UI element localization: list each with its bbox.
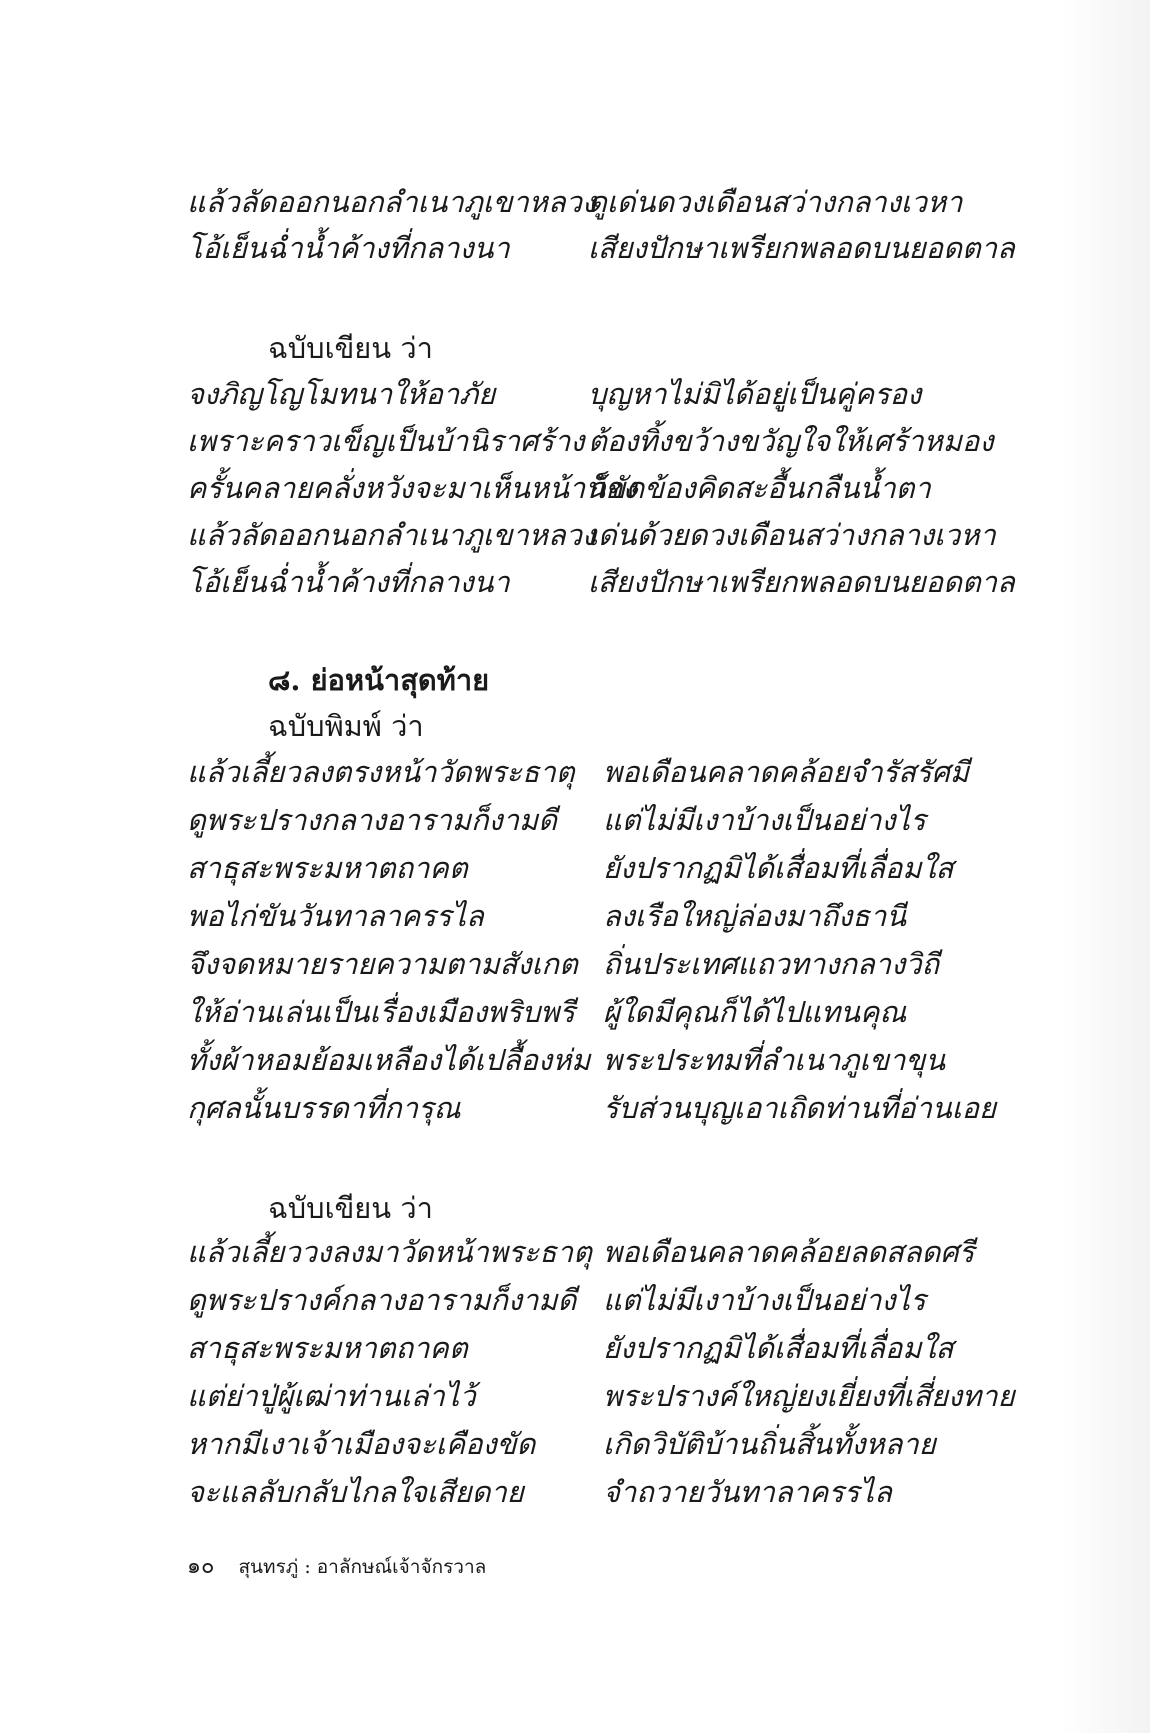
verse-left: แล้วลัดออกนอกลำเนาภูเขาหลวง <box>187 518 597 552</box>
verse-line <box>0 1322 1150 1374</box>
verse-line <box>0 1034 1150 1086</box>
verse-line <box>0 986 1150 1038</box>
running-title: สุนทรภู่ : อาลักษณ์เจ้าจักรวาล <box>238 1556 487 1578</box>
verse-right: บุญหาไม่มิได้อยู่เป็นคู่ครอง <box>588 377 922 411</box>
verse-left: ครั้นคลายคลั่งหวังจะมาเห็นหน้าน้อง <box>187 471 637 505</box>
verse-line <box>0 462 1150 514</box>
verse-left: ดูพระปรางค์กลางอารามก็งามดี <box>187 1283 577 1317</box>
verse-right: ถิ่นประเทศแถวทางกลางวิถี <box>603 947 940 981</box>
verse-line <box>0 1418 1150 1470</box>
verse-right: แต่ไม่มีเงาบ้างเป็นอย่างไร <box>603 803 926 837</box>
verse-line <box>0 842 1150 894</box>
version-heading: ฉบับพิมพ์ ว่า <box>268 709 424 743</box>
verse-left: จึงจดหมายรายความตามสังเกต <box>187 947 578 981</box>
verse-right: ยังปรากฏมิได้เสื่อมที่เลื่อมใส <box>603 1331 954 1365</box>
verse-left: จงภิญโญโมทนาให้อาภัย <box>187 377 496 411</box>
verse-line <box>0 794 1150 846</box>
verse-left: แล้วลัดออกนอกลำเนาภูเขาหลวง <box>187 185 597 219</box>
verse-left: ทั้งผ้าหอมย้อมเหลืองได้เปลื้องห่ม <box>187 1043 591 1077</box>
verse-right: พอเดือนคลาดคล้อยจำรัสรัศมี <box>603 755 970 789</box>
verse-line <box>0 556 1150 608</box>
verse-line <box>0 938 1150 990</box>
version-heading: ฉบับเขียน ว่า <box>268 331 433 365</box>
page-edge-shadow <box>1060 0 1150 1733</box>
verse-line <box>0 1370 1150 1422</box>
verse-left: เพราะคราวเข็ญเป็นบ้านิราศร้าง <box>187 424 585 458</box>
version-heading: ฉบับเขียน ว่า <box>268 1191 433 1225</box>
verse-right: ต้องทิ้งขว้างขวัญใจให้เศร้าหมอง <box>588 424 994 458</box>
verse-right: เด่นด้วยดวงเดือนสว่างกลางเวหา <box>588 518 996 552</box>
verse-line <box>0 746 1150 798</box>
verse-right: เสียงปักษาเพรียกพลอดบนยอดตาล <box>588 565 1015 599</box>
verse-right: ลงเรือใหญ่ล่องมาถึงธานี <box>603 899 907 933</box>
verse-right: จำถวายวันทาลาครรไล <box>603 1475 892 1509</box>
verse-right: รับส่วนบุญเอาเถิดท่านที่อ่านเอย <box>603 1091 997 1125</box>
verse-line <box>0 1466 1150 1518</box>
section-title: ๘. ย่อหน้าสุดท้าย <box>268 663 490 697</box>
verse-right: เสียงปักษาเพรียกพลอดบนยอดตาล <box>588 231 1015 265</box>
verse-line <box>0 222 1150 274</box>
verse-line <box>0 176 1150 228</box>
verse-line <box>0 890 1150 942</box>
verse-left: ดูพระปรางกลางอารามก็งามดี <box>187 803 557 837</box>
page-number: ๑๐ <box>187 1554 215 1579</box>
verse-right: พระปรางค์ใหญ่ยงเยี่ยงที่เสี่ยงทาย <box>603 1379 1015 1413</box>
verse-line <box>0 1226 1150 1278</box>
verse-left: หากมีเงาเจ้าเมืองจะเคืองขัด <box>187 1427 536 1461</box>
verse-left: สาธุสะพระมหาตถาคต <box>187 851 468 885</box>
verse-left: แต่ย่าปู่ผู้เฒ่าท่านเล่าไว้ <box>187 1379 476 1413</box>
verse-right: พระประทมที่ลำเนาภูเขาขุน <box>603 1043 946 1077</box>
verse-right: พอเดือนคลาดคล้อยลดสลดศรี <box>603 1235 975 1269</box>
verse-line <box>0 368 1150 420</box>
verse-right: ผู้ใดมีคุณก็ได้ไปแทนคุณ <box>603 995 907 1029</box>
verse-line <box>0 415 1150 467</box>
verse-line <box>0 509 1150 561</box>
verse-left: จะแลลับกลับไกลใจเสียดาย <box>187 1475 524 1509</box>
verse-left: โอ้เย็นฉ่ำน้ำค้างที่กลางนา <box>187 565 510 599</box>
verse-line <box>0 1082 1150 1134</box>
verse-left: พอไก่ขันวันทาลาครรไล <box>187 899 484 933</box>
verse-right: ดูเด่นดวงเดือนสว่างกลางเวหา <box>588 185 963 219</box>
verse-right: เกิดวิบัติบ้านถิ่นสิ้นทั้งหลาย <box>603 1427 936 1461</box>
verse-left: แล้วเลี้ยวลงตรงหน้าวัดพระธาตุ <box>187 755 575 789</box>
verse-right: ก็ขัดข้องคิดสะอื้นกลืนน้ำตา <box>588 471 931 505</box>
verse-right: แต่ไม่มีเงาบ้างเป็นอย่างไร <box>603 1283 926 1317</box>
verse-line <box>0 1274 1150 1326</box>
page-footer <box>187 1552 486 1582</box>
verse-left: สาธุสะพระมหาตถาคต <box>187 1331 468 1365</box>
verse-left: แล้วเลี้ยววงลงมาวัดหน้าพระธาตุ <box>187 1235 592 1269</box>
verse-left: โอ้เย็นฉ่ำน้ำค้างที่กลางนา <box>187 231 510 265</box>
verse-right: ยังปรากฏมิได้เสื่อมที่เลื่อมใส <box>603 851 954 885</box>
verse-left: ให้อ่านเล่นเป็นเรื่องเมืองพริบพรี <box>187 995 575 1029</box>
verse-left: กุศลนั้นบรรดาที่การุณ <box>187 1091 461 1125</box>
